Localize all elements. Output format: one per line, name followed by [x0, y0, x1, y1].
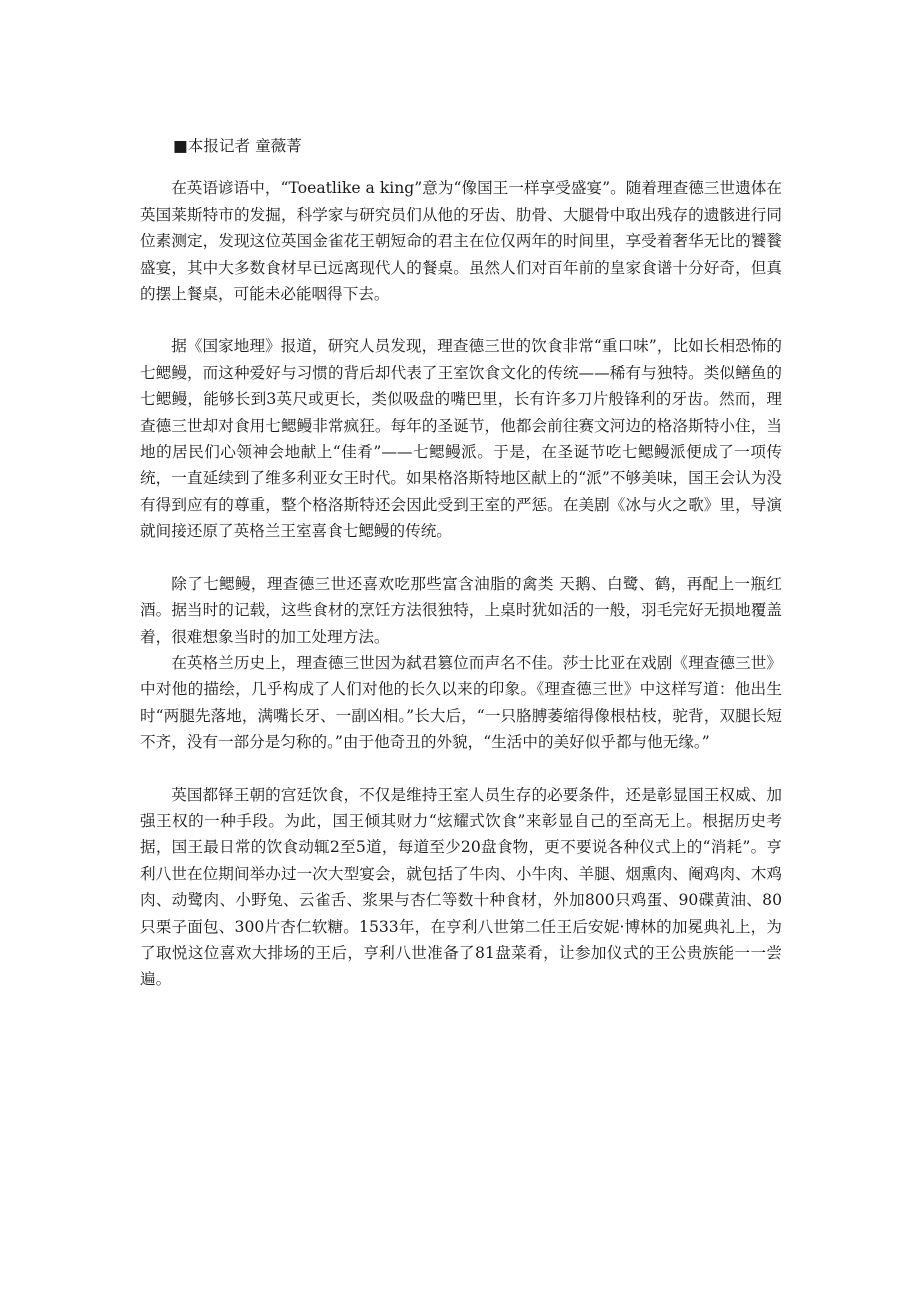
article: [140, 133, 782, 993]
paragraph-tudor: 英国都铎王朝的宫廷饮食，不仅是维持王室人员生存的必要条件，还是彰显国王权威、加强王权的一种手段。为此，国王倾其财力“炫耀式饮食”来彰显自己的至高无上。根据历史考据，国王最日常的饮食动辄2至5道，每道至少20盘食物，更不要说各种仪式上的“消耗”。亨利八世在位期间举办过一次大型宴会，就包括了牛肉、小牛肉、羊腿、烟熏肉、阉鸡肉、木鸡肉、动鹭肉、小野兔、云雀舌、浆果与杏仁等数十种食材，外加800只鸡蛋、90碟黄油、80只栗子面包、300片杏仁软糖。1533年，在亨利八世第二任王后安妮·博林的加冕典礼上，为了取悦这位喜欢大排场的王后，亨利八世准备了81盘菜肴，让参加仪式的王公贵族能一一尝遍。: [140, 785, 782, 989]
paragraph-lamprey: 据《国家地理》报道，研究人员发现，理查德三世的饮食非常“重口味”，比如长相恐怖的七鳃鳗，而这种爱好与习惯的背后却代表了王室饮食文化的传统——稀有与独特。类似鳝鱼的七鳃鳗，能够长到3英尺或更长，类似吸盘的嘴巴里，长有许多刀片般锋利的牙齿。然而，理查德三世却对食用七鳃鳗非常疯狂。每年的圣诞节，他都会前往赛文河边的格洛斯特小住，当地的居民们心领神会地献上“佳肴”——七鳃鳗派。于是，在圣诞节吃七鳃鳗派便成了一项传统，一直延续到了维多利亚女王时代。如果格洛斯特地区献上的“派”不够美味，国王会认为没有得到应有的尊重，整个格洛斯特还会因此受到王室的严惩。在美剧《冰与火之歌》里，导演就间接还原了英格兰王室喜食七鳃鳗的传统。: [140, 337, 782, 541]
paragraph-shakespeare: 在英格兰历史上，理查德三世因为弑君篡位而声名不佳。莎士比亚在戏剧《理查德三世》中对他的描绘，几乎构成了人们对他的长久以来的印象。《理查德三世》中这样写道：他出生时“两腿先落地，满嘴长牙、一副凶相。”长大后，“一只胳膊萎缩得像根枯枝，驼背，双腿长短不齐，没有一部分是匀称的。”由于他奇丑的外貌，“生活中的美好似乎都与他无缘。”: [140, 653, 782, 752]
byline-text: 本报记者 童薇菁: [187, 137, 302, 155]
paragraph-birds: 除了七鳃鳗，理查德三世还喜欢吃那些富含油脂的禽类 天鹅、白鹭、鹤，再配上一瓶红酒。据当时的记载，这些食材的烹饪方法很独特，上桌时犹如活的一般，羽毛完好无损地覆盖着，很难想象当时的加工处理方法。: [140, 574, 782, 646]
square-bullet-icon: ■: [173, 137, 188, 155]
paragraph-intro: 在英语谚语中，“Toeatlike a king”意为“像国王一样享受盛宴”。随着理查德三世遗体在英国莱斯特市的发掘，科学家与研究员们从他的牙齿、肋骨、大腿骨中取出残存的遗骸进行同位素测定，发现这位英国金雀花王朝短命的君主在位仅两年的时间里，享受着奢华无比的饕餮盛宴，其中大多数食材早已远离现代人的餐桌。虽然人们对百年前的皇家食谱十分好奇，但真的摆上餐桌，可能未必能咽得下去。: [140, 179, 782, 304]
byline: [140, 133, 782, 159]
